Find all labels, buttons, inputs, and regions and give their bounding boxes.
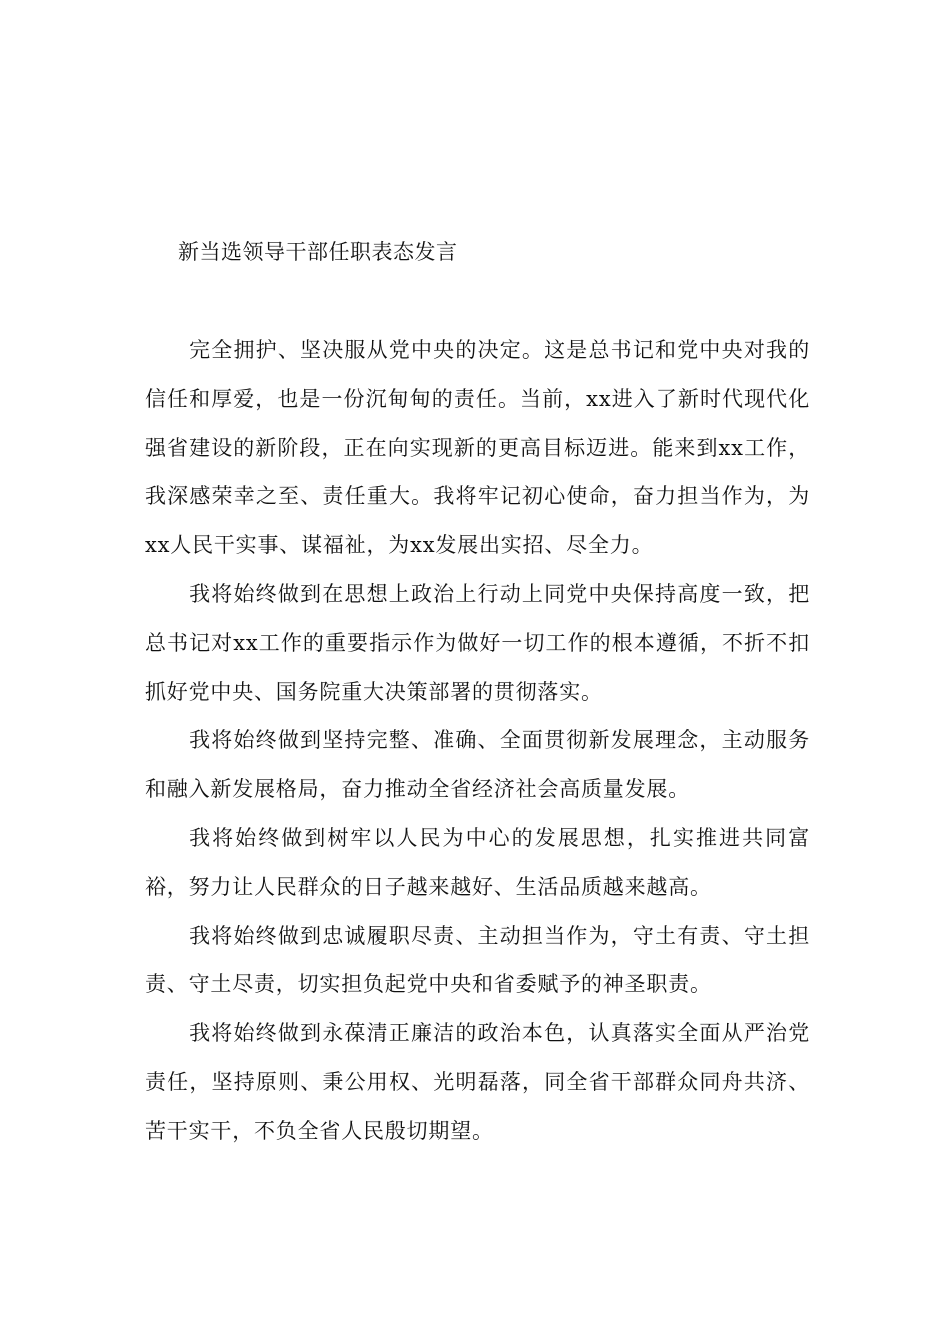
document-body <box>145 326 810 1156</box>
document-title: 新当选领导干部任职表态发言 <box>178 240 458 264</box>
paragraph-5: 我将始终做到忠诚履职尽责、主动担当作为，守土有责、守土担责、守土尽责，切实担负起党中央和省委赋予的神圣职责。 <box>145 923 810 997</box>
paragraph-4: 我将始终做到树牢以人民为中心的发展思想，扎实推进共同富裕，努力让人民群众的日子越来越好、生活品质越来越高。 <box>145 825 810 899</box>
paragraph-6: 我将始终做到永葆清正廉洁的政治本色，认真落实全面从严治党责任，坚持原则、秉公用权、光明磊落，同全省干部群众同舟共济、苦干实干，不负全省人民殷切期望。 <box>145 1021 810 1143</box>
paragraph-2: 我将始终做到在思想上政治上行动上同党中央保持高度一致，把总书记对xx工作的重要指示作为做好一切工作的根本遵循，不折不扣抓好党中央、国务院重大决策部署的贯彻落实。 <box>145 581 810 704</box>
paragraph-3: 我将始终做到坚持完整、准确、全面贯彻新发展理念，主动服务和融入新发展格局，奋力推动全省经济社会高质量发展。 <box>145 728 810 802</box>
paragraph-1: 完全拥护、坚决服从党中央的决定。这是总书记和党中央对我的信任和厚爱，也是一份沉甸甸的责任。当前，xx进入了新时代现代化强省建设的新阶段，正在向实现新的更高目标迈进。能来到xx工作，我深感荣幸之至、责任重大。我将牢记初心使命，奋力担当作为，为xx人民干实事、谋福祉，为xx发展出实招、尽全力。 <box>145 338 810 558</box>
